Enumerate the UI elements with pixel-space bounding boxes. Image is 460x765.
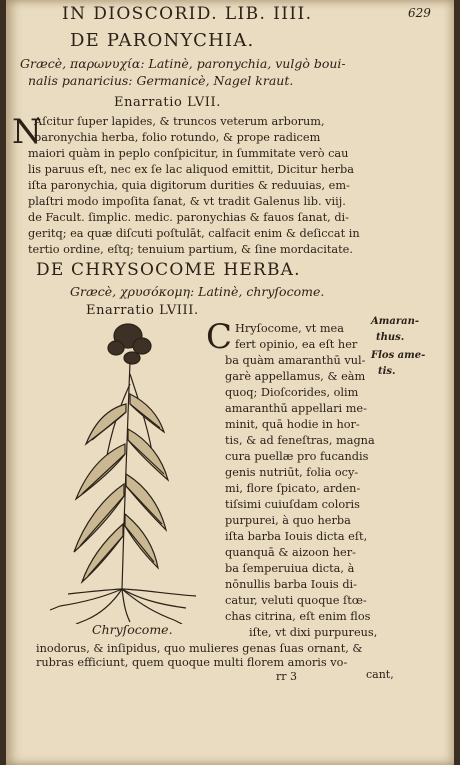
text-line: geritq; ea quæ diſcuti poſtulāt, calfacit enim & deſiccat in <box>28 227 360 240</box>
text-line: tiſsimi cuiuſdam coloris <box>225 498 360 511</box>
running-head: IN DIOSCORID. LIB. IIII. <box>62 4 313 24</box>
text-line: quanquā & aizoon her- <box>225 546 356 559</box>
names-line: Græcè, χρυσόκομη: Latinè, chryſocome. <box>70 284 325 299</box>
enarratio-heading: Enarratio LVIII. <box>86 303 199 318</box>
text-line: minit, quā hodie in hor- <box>225 418 360 431</box>
margin-note: Flos ame- <box>371 350 426 361</box>
names-line-1: Græcè, παρωνυχία: Latinè, paronychia, vulgò boui- <box>20 56 346 71</box>
illustration-caption: Chryſocome. <box>92 622 173 637</box>
text-line: de Facult. ſimplic. medic. paronychias & fauos ſanat, di- <box>28 211 349 224</box>
text-line: inodorus, & inſipidus, quo mulieres genas ſuas ornant, & <box>36 642 363 655</box>
text-line: tertio ordine, eſtq; tenuium partium, & ſine mordacitate. <box>28 243 353 256</box>
page-number: 629 <box>408 6 431 20</box>
section-title-paronychia: DE PARONYCHIA. <box>70 30 255 51</box>
text-line: cura puellæ pro fucandis <box>225 450 369 463</box>
drop-capital-n: N <box>12 112 42 152</box>
text-line: chas citrina, eſt enim flos <box>225 610 371 623</box>
text-line: garè appellamus, & eàm <box>225 370 366 383</box>
text-line: iſte, vt dixi purpureus, <box>249 626 378 639</box>
text-line: maiori quàm in peplo conſpicitur, in ſummitate verò cau <box>28 147 349 160</box>
text-line: amaranthū appellari me- <box>225 402 367 415</box>
margin-note: tis. <box>378 366 396 377</box>
text-line: mi, flore ſpicato, arden- <box>225 482 361 495</box>
text-line: genis nutriūt, folia ocy- <box>225 466 359 479</box>
catchword: cant, <box>366 668 394 681</box>
text-line: ba ſemperuiua dicta, à <box>225 562 355 575</box>
text-line: quoq; Dioſcorides, olim <box>225 386 359 399</box>
chrysocome-woodcut-illustration <box>46 314 216 624</box>
margin-note: Amaran- <box>371 316 419 327</box>
enarratio-heading: Enarratio LVII. <box>114 95 222 110</box>
text-line: nōnullis barba Iouis di- <box>225 578 357 591</box>
text-line: fert opinio, ea eſt her <box>235 338 358 351</box>
signature-mark: rr 3 <box>276 670 298 683</box>
text-line: catur, veluti quoque ſtœ- <box>225 594 367 607</box>
text-line: ba quàm amaranthū vul- <box>225 354 366 367</box>
text-line: iſta paronychia, quia digitorum durities & reduuias, em- <box>28 179 350 192</box>
text-line: purpurei, à quo herba <box>225 514 351 527</box>
section-title-chrysocome: DE CHRYSOCOME HERBA. <box>36 260 301 280</box>
text-line: Hryſocome, vt mea <box>235 322 344 335</box>
text-line: tis, & ad feneſtras, magna <box>225 434 375 447</box>
drop-capital-c: C <box>206 317 233 357</box>
text-line: lis paruus eſt, nec ex ſe lac aliquod emittit, Dicitur herba <box>28 163 355 176</box>
text-line: iſta barba Iouis dicta eſt, <box>225 530 368 543</box>
text-line: plaſtri modo impoſita ſanat, & vt tradit Galenus lib. viij. <box>28 195 346 208</box>
text-line: paronychia herba, folio rotundo, & prope radicem <box>34 131 321 144</box>
names-line-2: nalis panaricius: Germanicè, Nagel kraut. <box>28 73 294 88</box>
text-line: Aſcitur ſuper lapides, & truncos veterum arborum, <box>34 115 325 128</box>
text-line: rubras efficiunt, quem quoque multi florem amoris vo- <box>36 656 348 669</box>
book-page <box>6 0 454 765</box>
margin-note: thus. <box>376 332 405 343</box>
